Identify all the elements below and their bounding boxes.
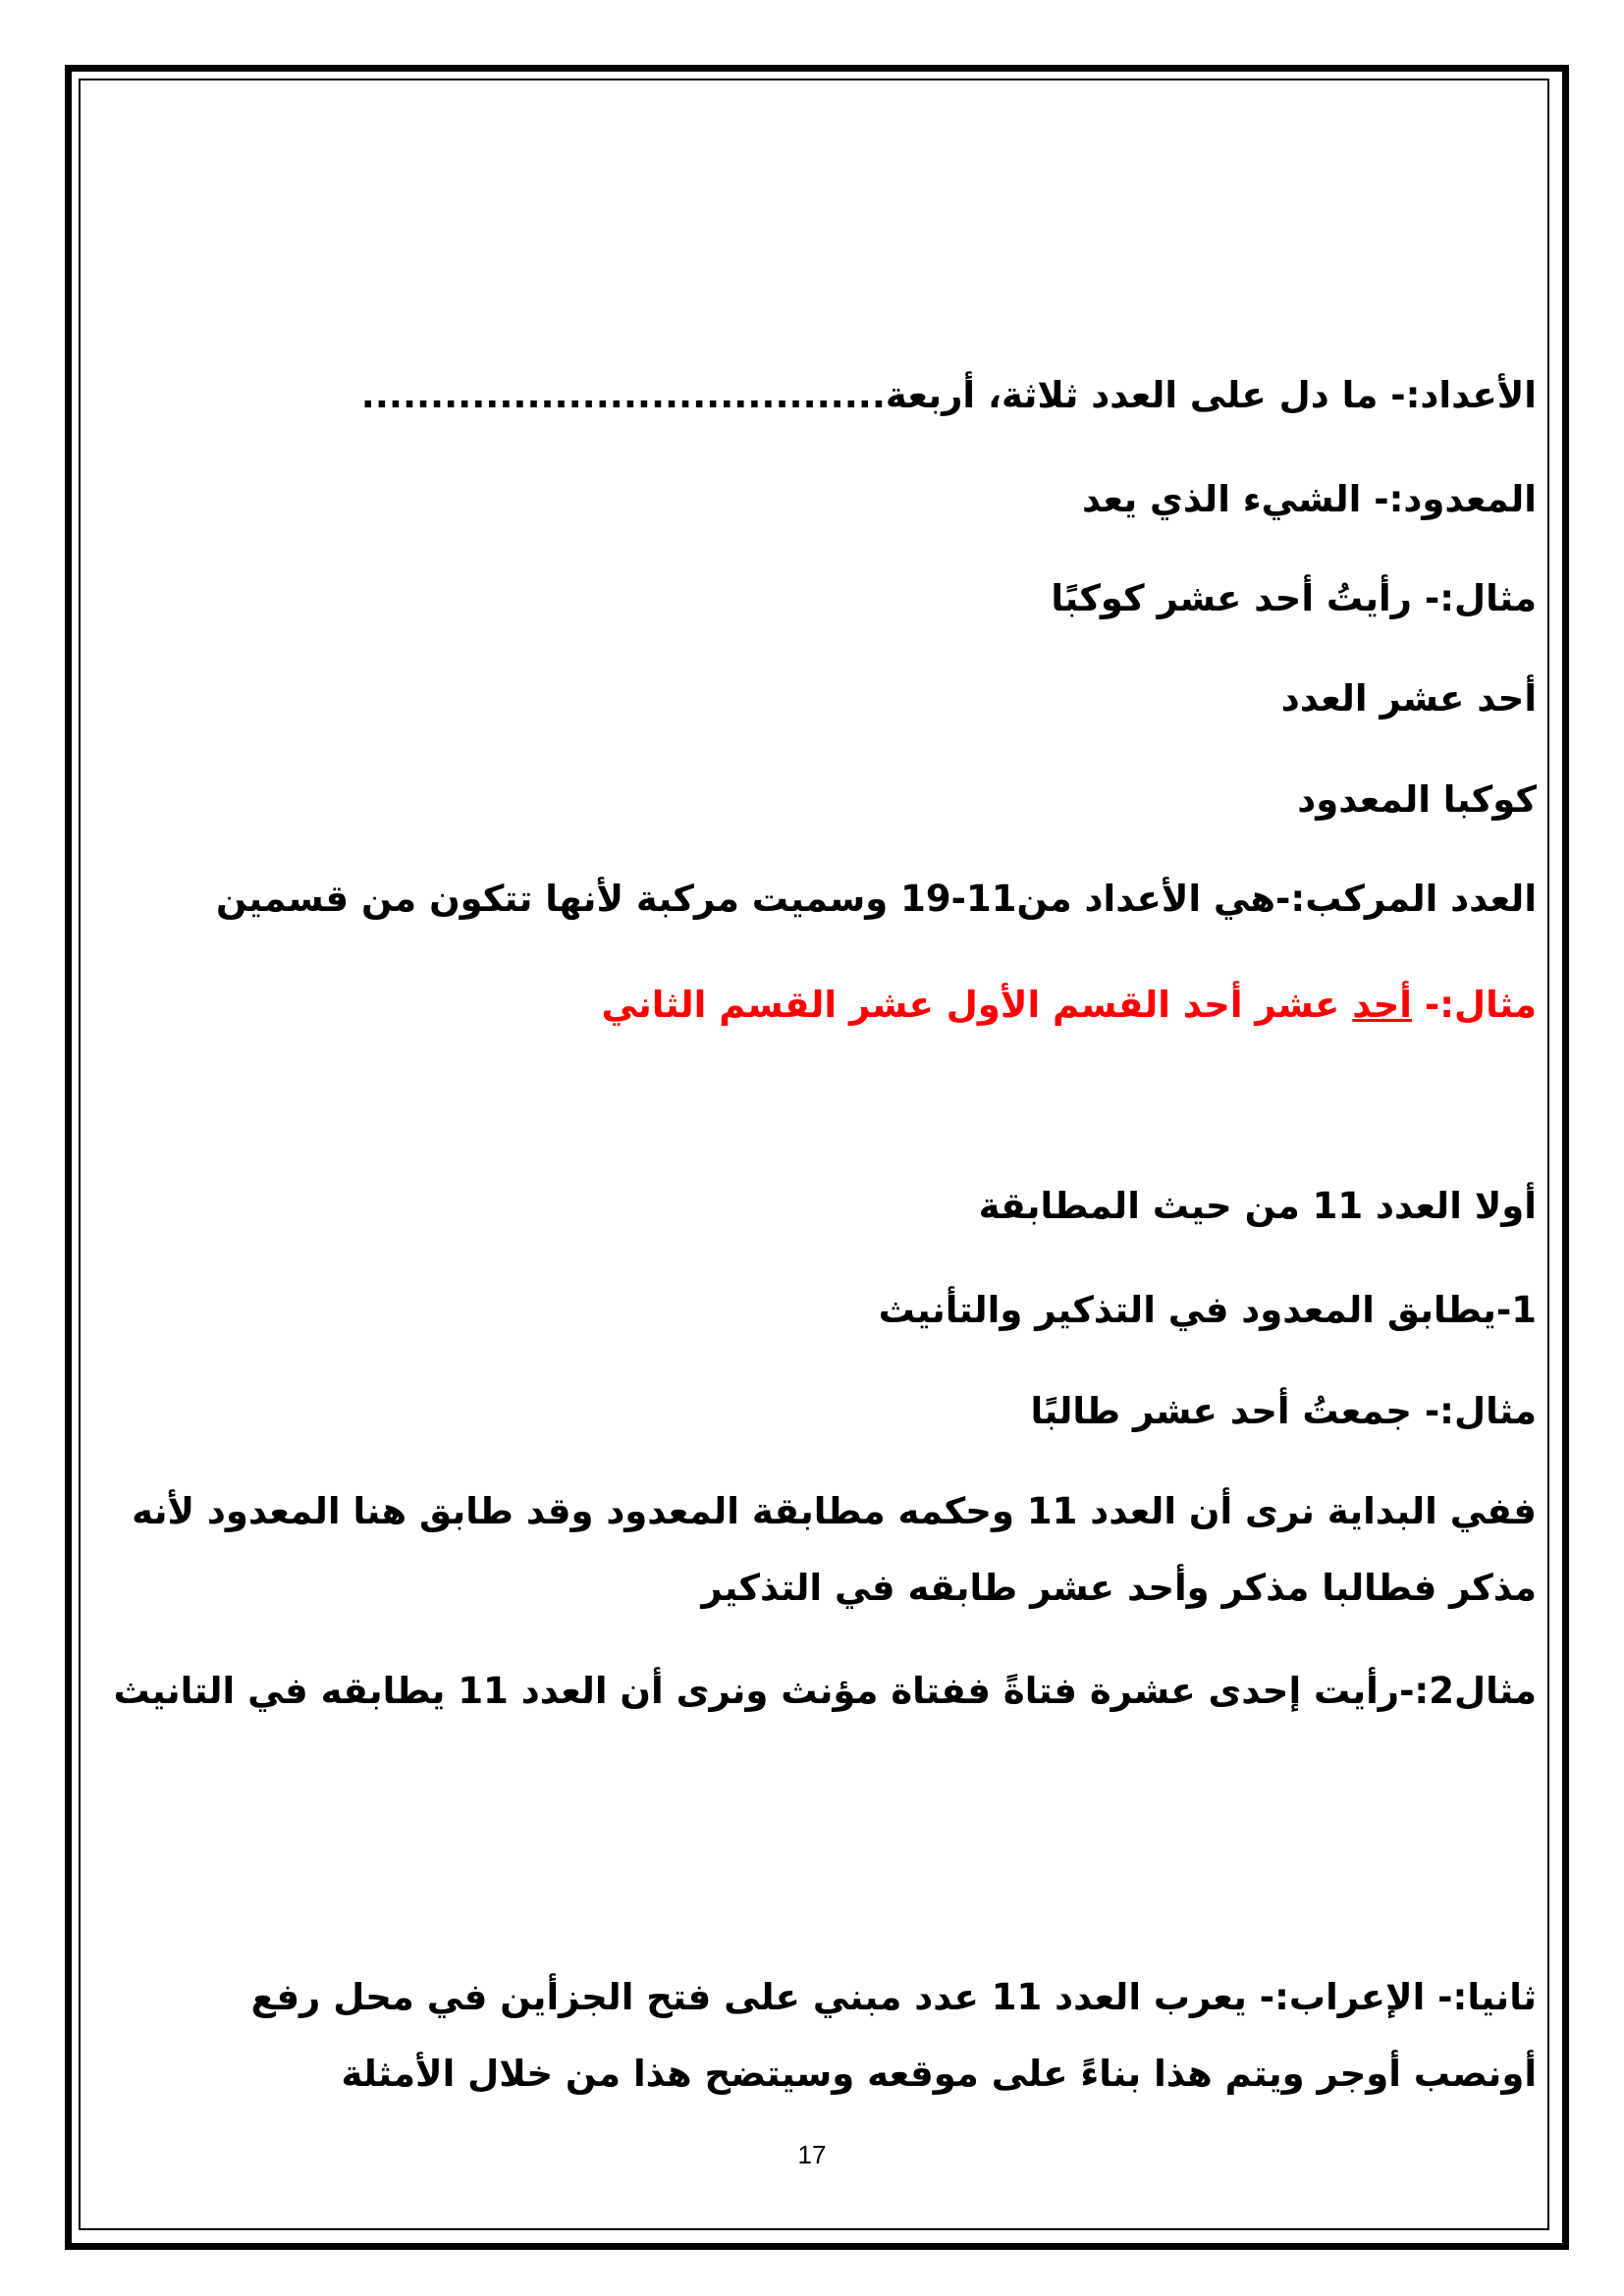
compound-example-prefix: مثال:- xyxy=(1411,984,1537,1026)
section-parsing-line-2: أونصب أوجر ويتم هذا بناءً على موقعه وسيتضح هذا من خلال الأمثلة xyxy=(341,2053,1537,2095)
example-1-counted: كوكبا المعدود xyxy=(1297,778,1537,821)
compound-example-red xyxy=(601,981,1537,1030)
page-number: 17 xyxy=(797,2140,827,2169)
example-2: مثال:- جمعتُ أحد عشر طالبًا xyxy=(1030,1390,1537,1432)
definition-numbers: الأعداد:- ما دل على العدد ثلاثة، أربعة...................................... xyxy=(360,374,1537,416)
compound-number-definition: العدد المركب:-هي الأعداد من11-19 وسميت مركبة لأنها تتكون من قسمين xyxy=(216,878,1537,920)
explanation-line-1: ففي البداية نرى أن العدد 11 وحكمه مطابقة المعدود وقد طابق هنا المعدود لأنه xyxy=(132,1490,1537,1532)
definition-counted: المعدود:- الشيء الذي يعد xyxy=(1081,478,1537,520)
compound-example-underlined: أحد xyxy=(1352,984,1412,1026)
example-1-number: أحد عشر العدد xyxy=(1280,677,1537,720)
rule-1: 1-يطابق المعدود في التذكير والتأنيث xyxy=(878,1289,1537,1331)
section-agreement-heading: أولا العدد 11 من حيث المطابقة xyxy=(978,1185,1537,1227)
explanation-line-2: مذكر فطالبا مذكر وأحد عشر طابقه في التذكير xyxy=(701,1567,1537,1609)
section-parsing-line-1: ثانيا:- الإعراب:- يعرب العدد 11 عدد مبني على فتح الجزأين في محل رفع xyxy=(250,1976,1537,2018)
compound-example-rest: عشر أحد القسم الأول عشر القسم الثاني xyxy=(601,984,1353,1026)
example-3: مثال2:-رأيت إحدى عشرة فتاةً ففتاة مؤنث ونرى أن العدد 11 يطابقه في التانيث xyxy=(113,1670,1537,1712)
example-1: مثال:- رأيتُ أحد عشر كوكبًا xyxy=(1051,577,1537,619)
